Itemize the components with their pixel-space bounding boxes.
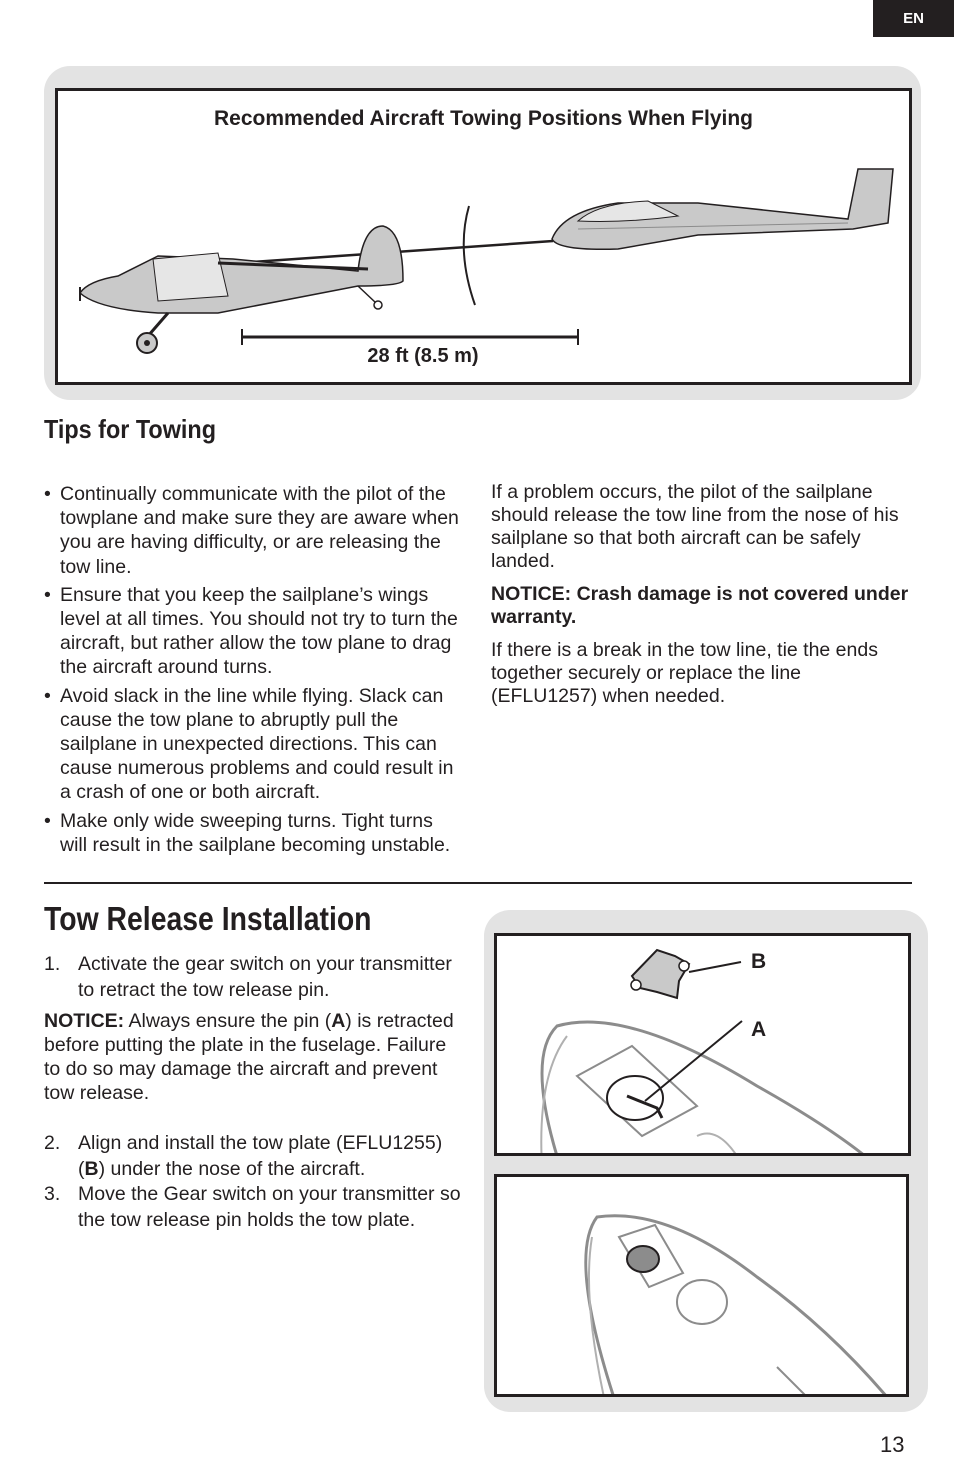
step-text-post: ) under the nose of the aircraft.: [98, 1157, 366, 1180]
callout-line-b: [689, 962, 741, 972]
installed-plate-illustration: [497, 1177, 906, 1394]
install-heading: Tow Release Installation: [44, 900, 372, 937]
install-steps: [44, 952, 464, 1233]
pin-notice: [44, 1009, 464, 1105]
notice-label: NOTICE:: [44, 1010, 125, 1032]
step-text: Move the Gear switch on your transmitter so the tow release pin holds the tow plate.: [78, 1183, 461, 1231]
step-text-pre: Align and install the tow plate (EFLU1255) (: [78, 1132, 443, 1180]
step-1: [44, 952, 464, 1003]
notice-text-pre: Always ensure the pin (: [124, 1010, 332, 1032]
figure-title: Recommended Aircraft Towing Positions When Flying: [213, 107, 754, 130]
section-divider: [44, 882, 912, 884]
callout-line-a: [645, 1021, 742, 1101]
tow-line-break-paragraph: If there is a break in the tow line, tie the ends together securely or replace the line (EFLU1257) when needed.: [491, 639, 878, 707]
step-plate-ref: B: [84, 1157, 99, 1180]
step-2: [44, 1131, 464, 1182]
step-number: 3.: [44, 1183, 61, 1205]
install-figure-bottom: [494, 1174, 909, 1397]
problem-paragraph: If a problem occurs, the pilot of the sailplane should release the tow line from the nose of his sailplane so that both aircraft can be safely landed.: [491, 481, 899, 572]
step-number: 2.: [44, 1132, 61, 1154]
fuselage-outline: [586, 1216, 887, 1394]
notice-pin-ref: A: [331, 1010, 346, 1032]
towing-figure-frame: [55, 88, 912, 385]
tips-left-column: [44, 482, 464, 861]
step-text: Activate the gear switch on your transmitter to retract the tow release pin.: [78, 953, 452, 1001]
towing-illustration: [58, 91, 909, 382]
page-number: 13: [880, 1432, 905, 1457]
step-3: [44, 1182, 464, 1233]
step-number: 1.: [44, 953, 61, 975]
distance-label: 28 ft (8.5 m): [367, 345, 479, 367]
tip-item: • Avoid slack in the line while flying. Slack can cause the tow plane to abruptly pull the sailplane in unexpected directions. This can cause numerous problems and could result in a crash of one or both aircraft.: [44, 684, 464, 805]
tip-item: • Make only wide sweeping turns. Tight turns will result in the sailplane becoming unstable.: [44, 809, 464, 857]
tow-plate-graphic: [631, 950, 689, 998]
line-break-mark: [464, 206, 475, 305]
callout-a: A: [751, 1018, 767, 1041]
tow-plate-illustration: [497, 936, 908, 1153]
warranty-notice: NOTICE: Crash damage is not covered under warranty.: [491, 583, 909, 628]
step-text: [78, 1131, 464, 1182]
tip-item: • Ensure that you keep the sailplane’s wings level at all times. You should not try to turn the aircraft, but rather allow the tow plane to drag the aircraft around turns.: [44, 583, 464, 680]
release-housing: [627, 1246, 659, 1272]
sailplane-graphic: [552, 169, 893, 249]
install-figure-top: [494, 933, 911, 1156]
tips-heading: Tips for Towing: [44, 414, 217, 444]
notice-text-post: ) is retracted before putting the plate in the fuselage. Failure to do so may damage the aircraft and prevent tow release.: [44, 1010, 454, 1104]
distance-bar: [242, 329, 578, 345]
tip-item: • Continually communicate with the pilot of the towplane and make sure they are aware when you are having difficulty, or are releasing the tow line.: [44, 482, 464, 579]
language-tab: EN: [873, 0, 954, 37]
tips-right-column: [491, 481, 911, 718]
tips-list: [44, 482, 464, 857]
callout-b: B: [751, 950, 767, 973]
